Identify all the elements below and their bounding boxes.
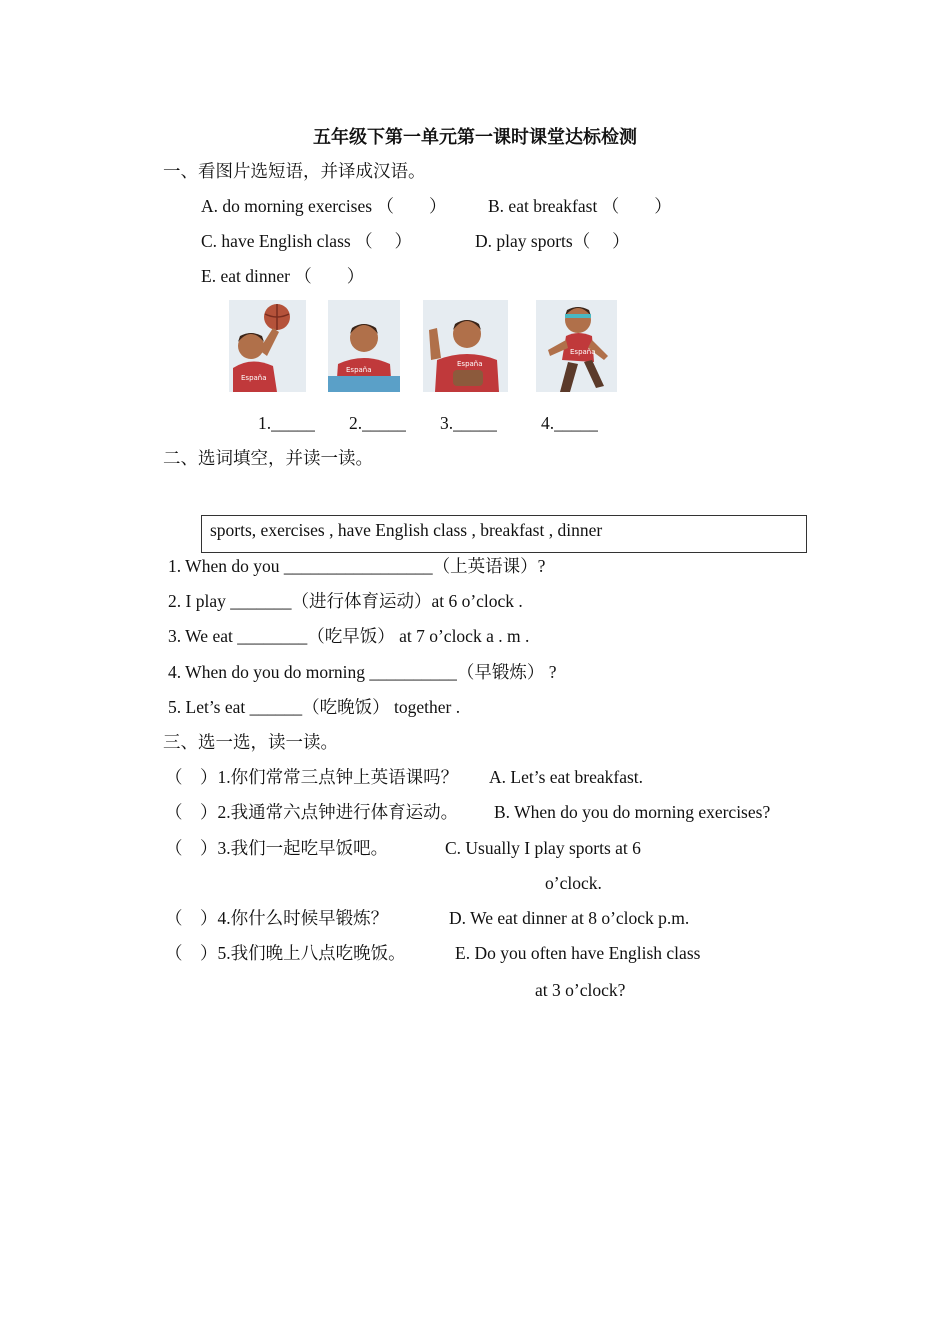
picture-label-3: 3._____ — [440, 413, 497, 433]
word-bank-box — [201, 515, 807, 553]
shirt-text: España — [241, 374, 267, 382]
match-answer-d: D. We eat dinner at 8 o’clock p.m. — [449, 908, 690, 928]
match-answer-e-cont: at 3 o’clock? — [535, 980, 626, 1000]
picture-label-1: 1._____ — [258, 413, 315, 433]
section-2-heading: 二、选词填空，并读一读。 — [163, 448, 373, 468]
match-question-4: （ ）4.你什么时候早锻炼？ — [165, 908, 389, 928]
section-3-heading: 三、选一选，读一读。 — [163, 732, 338, 752]
option-a: A. do morning exercises （ ） — [201, 196, 447, 216]
page-title: 五年级下第一单元第一课时课堂达标检测 — [313, 127, 637, 147]
picture-4-exercise — [536, 300, 617, 392]
shirt-text: España — [346, 366, 372, 374]
fill-item-3: 3. We eat ________（吃早饭） at 7 o’clock a . m . — [168, 626, 530, 646]
fill-item-2: 2. I play _______（进行体育运动）at 6 o’clock . — [168, 591, 523, 611]
match-answer-c: C. Usually I play sports at 6 — [445, 838, 641, 858]
option-b: B. eat breakfast （ ） — [488, 196, 672, 216]
option-e: E. eat dinner （ ） — [201, 266, 365, 286]
picture-label-2: 2._____ — [349, 413, 406, 433]
fill-item-4: 4. When do you do morning __________（早锻炼） ? — [168, 662, 557, 682]
picture-1-basketball — [229, 300, 306, 392]
match-answer-a: A. Let’s eat breakfast. — [489, 767, 644, 787]
match-question-1: （ ）1.你们常常三点钟上英语课吗？ — [165, 767, 459, 787]
fill-item-5: 5. Let’s eat ______（吃晚饭） together . — [168, 697, 461, 717]
picture-2-english-class — [328, 300, 400, 392]
section-1-heading: 一、看图片选短语，并译成汉语。 — [163, 161, 426, 181]
picture-label-4: 4._____ — [541, 413, 598, 433]
shirt-text: España — [570, 348, 596, 356]
option-d: D. play sports（ ） — [475, 231, 630, 251]
fill-item-1: 1. When do you _________________（上英语课）? — [168, 556, 546, 576]
word-bank-text: sports, exercises , have English class , breakfast , dinner — [210, 520, 603, 540]
match-answer-c-cont: o’clock. — [545, 873, 602, 893]
match-answer-e: E. Do you often have English class — [455, 943, 701, 963]
picture-3-breakfast — [423, 300, 508, 392]
match-answer-b: B. When do you do morning exercises? — [494, 802, 771, 822]
match-question-5: （ ）5.我们晚上八点吃晚饭。 — [165, 943, 406, 963]
shirt-text: España — [457, 360, 483, 368]
match-question-2: （ ）2.我通常六点钟进行体育运动。 — [165, 802, 459, 822]
option-c: C. have English class （ ） — [201, 231, 412, 251]
match-question-3: （ ）3.我们一起吃早饭吧。 — [165, 838, 389, 858]
